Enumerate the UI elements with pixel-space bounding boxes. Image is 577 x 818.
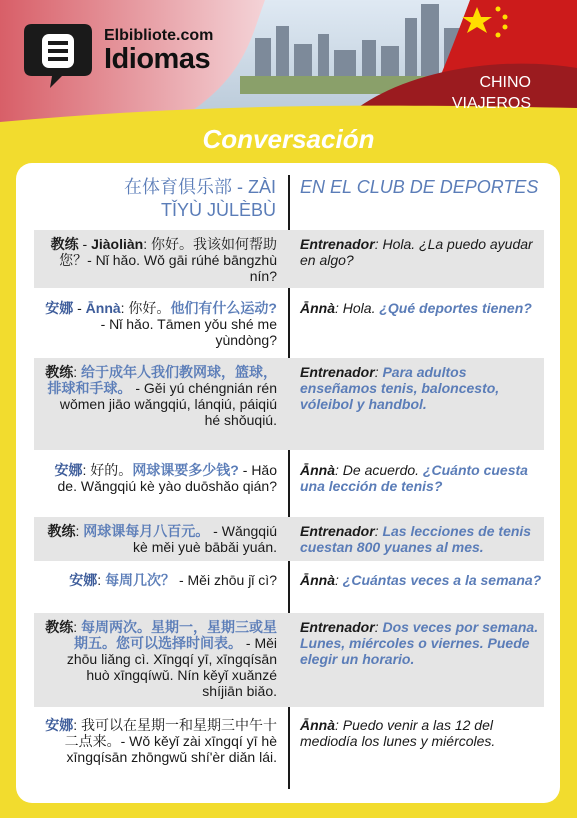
site-name: Elbibliote.com xyxy=(104,27,214,44)
speaker-name: Entrenador xyxy=(300,619,375,635)
line-text: : xyxy=(374,364,383,380)
line-text: : 你好。 xyxy=(120,300,171,316)
line-text: ¿Qué deportes tienen? xyxy=(379,300,532,316)
dialogue-row xyxy=(34,294,544,352)
book-logo-icon xyxy=(22,20,94,88)
chinese-line xyxy=(44,717,277,765)
speaker-name: Ānnà xyxy=(300,717,335,733)
speaker-name: 教练 xyxy=(50,236,79,252)
spanish-line xyxy=(300,300,545,316)
chinese-line xyxy=(44,462,277,494)
line-text: - Wǎngqiú kè měi yuè bābǎi yuán. xyxy=(133,523,277,555)
speaker-name: Ānnà xyxy=(300,300,335,316)
line-text: - xyxy=(73,300,86,316)
chinese-line xyxy=(44,236,277,284)
speaker-name: 安娜 xyxy=(54,462,83,478)
line-text: : Hola. ¿La puedo ayudar en algo? xyxy=(300,236,533,268)
line-text: : 我可以在星期一和星期三中午十二点来。- Wǒ kěyǐ zài xīngqí yī hè xīngqísān zhōngwǔ shí'èr diǎn lái. xyxy=(64,717,277,765)
speaker-name: Jiàoliàn xyxy=(91,236,144,252)
line-text: - Hǎo de. Wǎngqiú kè yào duōshǎo qián? xyxy=(57,462,277,494)
line-text: - xyxy=(78,236,92,252)
line-text: : xyxy=(97,572,106,588)
page-title: Conversación xyxy=(202,124,375,154)
speaker-name: 安娜 xyxy=(69,572,98,588)
subcategory-label: VIAJEROS xyxy=(451,95,531,112)
line-text: 给于成年人我们教网球，篮球，排球和手球。 xyxy=(47,364,277,396)
speaker-name: Entrenador xyxy=(300,236,375,252)
chinese-line xyxy=(44,572,277,588)
dialogue-row xyxy=(34,456,544,512)
line-text: - Měi zhōu liǎng cì. Xīngqí yī, xīngqísān huò xīngqíwǔ. Nín kěyǐ xuǎnzé shíjiān biǎo. xyxy=(66,635,277,699)
speaker-name: Entrenador xyxy=(300,523,375,539)
line-text: Para adultos enseñamos tenis, baloncesto, vóleibol y handbol. xyxy=(300,364,500,412)
spanish-line xyxy=(300,364,545,412)
dialogue-row xyxy=(34,613,544,707)
line-text: Las lecciones de tenis cuestan 800 yuanes al mes. xyxy=(300,523,532,555)
line-text: 网球课每月八百元。 xyxy=(83,523,210,539)
spanish-line xyxy=(300,462,545,494)
speaker-name: Ānnà xyxy=(300,572,335,588)
line-text: : Puedo venir a las 12 del mediodía los lunes y miércoles. xyxy=(300,717,496,749)
line-text: : xyxy=(73,619,81,635)
chinese-line xyxy=(44,619,277,699)
brand-name: Idiomas xyxy=(104,43,211,75)
line-text: - Gěi yú chéngnián rén wǒmen jiāo wǎngqiú, lánqiú, páiqiú hé shǒuqiú. xyxy=(59,380,277,428)
line-text: 他们有什么运动? xyxy=(170,300,277,316)
dialogue-row xyxy=(34,517,544,561)
spanish-line xyxy=(300,717,545,749)
header xyxy=(0,0,577,122)
speaker-name: 教练 xyxy=(45,619,74,635)
line-text: 网球课要多少钱? xyxy=(132,462,239,478)
line-text: : xyxy=(374,619,383,635)
dialogue-row xyxy=(34,230,544,288)
line-text: : 好的。 xyxy=(82,462,133,478)
spanish-line xyxy=(300,236,545,268)
speaker-name: 安娜 xyxy=(45,300,74,316)
line-text: : xyxy=(335,572,343,588)
chinese-line xyxy=(44,300,277,348)
line-text: - Měi zhōu jǐ cì? xyxy=(175,572,277,588)
speaker-name: Ānnà xyxy=(85,300,121,316)
line-text: : De acuerdo. xyxy=(335,462,423,478)
line-text: 每周两次。星期一，星期三或星期五。您可以选择时间表。 xyxy=(74,619,277,651)
chinese-line xyxy=(44,364,277,428)
line-text: : xyxy=(75,523,84,539)
spanish-line xyxy=(300,619,545,667)
right-column-heading: EN EL CLUB DE DEPORTES xyxy=(300,177,539,197)
chinese-line xyxy=(44,523,277,555)
dialogue-row xyxy=(34,358,544,450)
line-text: 每周几次？ xyxy=(105,572,176,588)
speaker-name: 教练 xyxy=(47,523,76,539)
line-text: : 你好。我该如何帮助您？- Nǐ hǎo. Wǒ gāi rúhé bāngzhù nín? xyxy=(59,236,277,284)
dialogue-row xyxy=(34,566,544,608)
spanish-line xyxy=(300,572,545,588)
left-column-heading: 在体育俱乐部 - ZÀI TǏYÙ JÙLÈBÙ xyxy=(124,177,276,220)
speaker-name: 安娜 xyxy=(45,717,74,733)
speaker-name: Ānnà xyxy=(300,462,335,478)
line-text: - Nǐ hǎo. Tāmen yǒu shé me yùndòng? xyxy=(100,316,277,348)
spanish-line xyxy=(300,523,545,555)
line-text: : xyxy=(73,364,81,380)
line-text: ¿Cuánto cuesta una lección de tenis? xyxy=(300,462,528,494)
category-label: CHINO xyxy=(479,74,531,91)
speaker-name: Entrenador xyxy=(300,364,375,380)
line-text: : xyxy=(374,523,383,539)
dialogue-row xyxy=(34,711,544,791)
line-text: : Hola. xyxy=(335,300,380,316)
line-text: Dos veces por semana. Lunes, miércoles o viernes. Puede elegir un horario. xyxy=(300,619,539,667)
line-text: ¿Cuántas veces a la semana? xyxy=(342,572,542,588)
speaker-name: 教练 xyxy=(45,364,74,380)
